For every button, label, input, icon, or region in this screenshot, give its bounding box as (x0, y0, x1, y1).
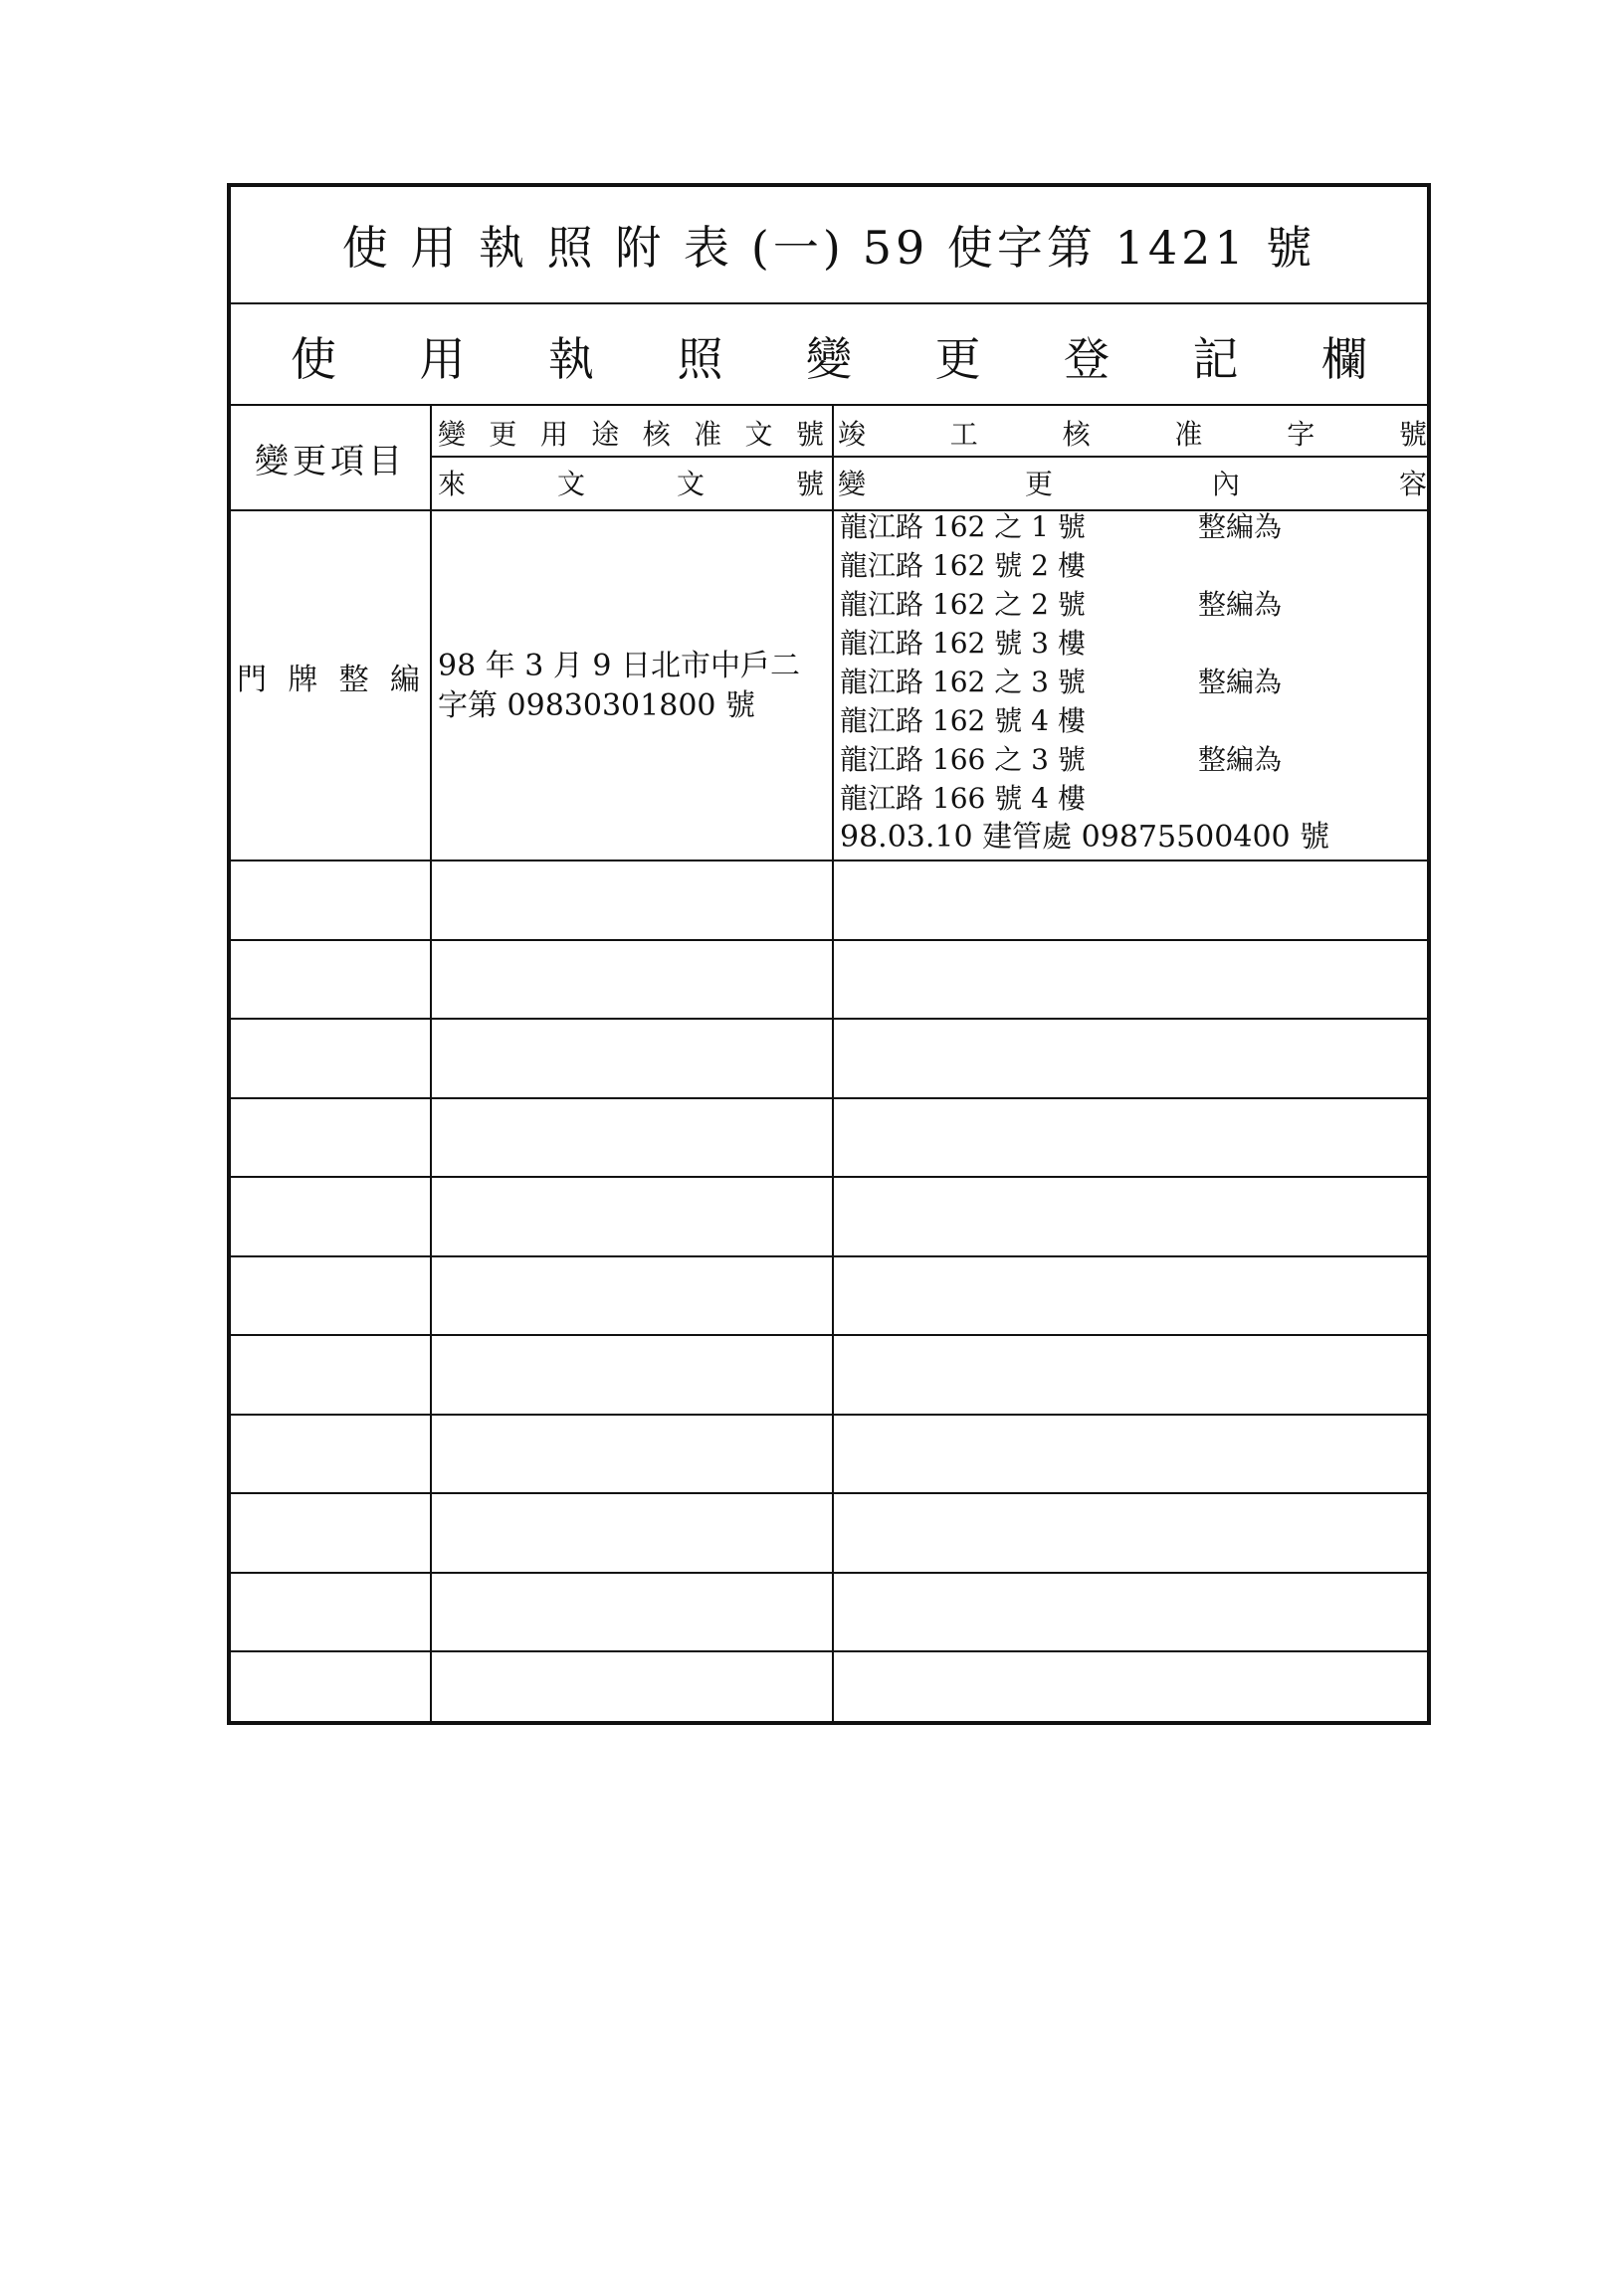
content-line (840, 818, 1417, 857)
form-title (231, 215, 1427, 275)
content-line-text: 龍江路 166 之 3 號 (840, 743, 1086, 776)
title-paren: (一) (750, 221, 845, 275)
subtitle-char: 記 (1192, 332, 1239, 386)
row-divider (231, 939, 1427, 941)
entry-document (438, 647, 828, 726)
content-header-char: 內 (1211, 468, 1240, 500)
row-divider (231, 1492, 1427, 1494)
header-document-number (438, 462, 824, 503)
content-line-text: 龍江路 162 號 4 樓 (840, 704, 1086, 737)
form-subtitle (291, 326, 1367, 386)
header-change-content (838, 462, 1427, 503)
content-line (840, 624, 1417, 663)
approval-header-char: 文 (744, 418, 773, 451)
completion-header-char: 工 (949, 418, 978, 451)
entry-document-line1: 98 年 3 月 9 日北市中戶二 (438, 649, 801, 683)
content-line-note: 整編為 (1198, 588, 1283, 621)
header-mid-divider (430, 456, 1427, 458)
subtitle-char: 欄 (1321, 332, 1367, 386)
approval-header-char: 核 (642, 418, 671, 451)
content-line (840, 663, 1417, 701)
license-number: 59 使字第 1421 號 (862, 221, 1316, 275)
row-divider (231, 1097, 1427, 1099)
subtitle-char: 用 (419, 332, 466, 386)
completion-header-char: 字 (1287, 418, 1315, 451)
row-divider (231, 1334, 1427, 1336)
content-line-text: 龍江路 166 號 4 樓 (840, 782, 1086, 815)
column-divider (832, 404, 834, 1721)
content-line-text: 98.03.10 建管處 09875500400 號 (840, 820, 1330, 855)
content-line (840, 507, 1417, 546)
row-divider (231, 1572, 1427, 1574)
item-char: 門 (237, 663, 267, 697)
completion-header-char: 准 (1174, 418, 1203, 451)
content-line (840, 546, 1417, 585)
approval-header-char: 用 (539, 418, 568, 451)
content-header-char: 容 (1398, 468, 1427, 500)
license-appendix-form (227, 183, 1431, 1725)
entry-change-item (237, 655, 420, 698)
entry-change-content (840, 507, 1417, 857)
content-line (840, 701, 1417, 740)
approval-header-char: 准 (694, 418, 722, 451)
approval-header-char: 號 (795, 418, 824, 451)
content-line-text: 龍江路 162 之 2 號 (840, 588, 1086, 621)
subtitle-char: 照 (677, 332, 723, 386)
subtitle-char: 變 (806, 332, 852, 386)
content-line (840, 585, 1417, 624)
row-divider (231, 1018, 1427, 1020)
content-line (840, 740, 1417, 779)
item-char: 牌 (288, 663, 318, 697)
header-change-item: 變更項目 (255, 441, 406, 481)
content-header-char: 更 (1024, 468, 1053, 500)
content-line-note: 整編為 (1198, 743, 1283, 776)
row-divider (231, 860, 1427, 861)
entry-document-line2: 字第 09830301800 號 (438, 688, 756, 723)
subtitle-char: 登 (1064, 332, 1110, 386)
document-header-char: 來 (438, 468, 467, 500)
content-line-note: 整編為 (1198, 510, 1283, 543)
approval-header-char: 更 (489, 418, 517, 451)
row-divider (231, 1176, 1427, 1178)
header-completion-number (838, 412, 1427, 454)
completion-header-char: 竣 (838, 418, 867, 451)
approval-header-char: 變 (438, 418, 467, 451)
completion-header-char: 核 (1062, 418, 1091, 451)
content-line-text: 龍江路 162 號 3 樓 (840, 627, 1086, 660)
content-line-text: 龍江路 162 之 3 號 (840, 666, 1086, 698)
header-approval-number (438, 412, 824, 454)
row-divider (231, 1414, 1427, 1416)
content-line-text: 龍江路 162 之 1 號 (840, 510, 1086, 543)
content-line (840, 779, 1417, 818)
document-header-char: 文 (676, 468, 705, 500)
row-divider (231, 1255, 1427, 1257)
subtitle-char: 使 (291, 332, 336, 386)
item-char: 整 (338, 663, 369, 697)
approval-header-char: 途 (591, 418, 620, 451)
item-char: 編 (389, 663, 420, 697)
content-line-note: 整編為 (1198, 666, 1283, 698)
document-header-char: 號 (795, 468, 824, 500)
column-divider (430, 404, 432, 1721)
row-divider (231, 1650, 1427, 1652)
title-prefix: 使 用 執 照 附 表 (341, 221, 733, 275)
content-line-text: 龍江路 162 號 2 樓 (840, 549, 1086, 582)
subtitle-char: 更 (934, 332, 981, 386)
content-header-char: 變 (838, 468, 867, 500)
subtitle-char: 執 (548, 332, 594, 386)
title-divider (231, 302, 1427, 304)
completion-header-char: 號 (1398, 418, 1427, 451)
document-header-char: 文 (556, 468, 585, 500)
